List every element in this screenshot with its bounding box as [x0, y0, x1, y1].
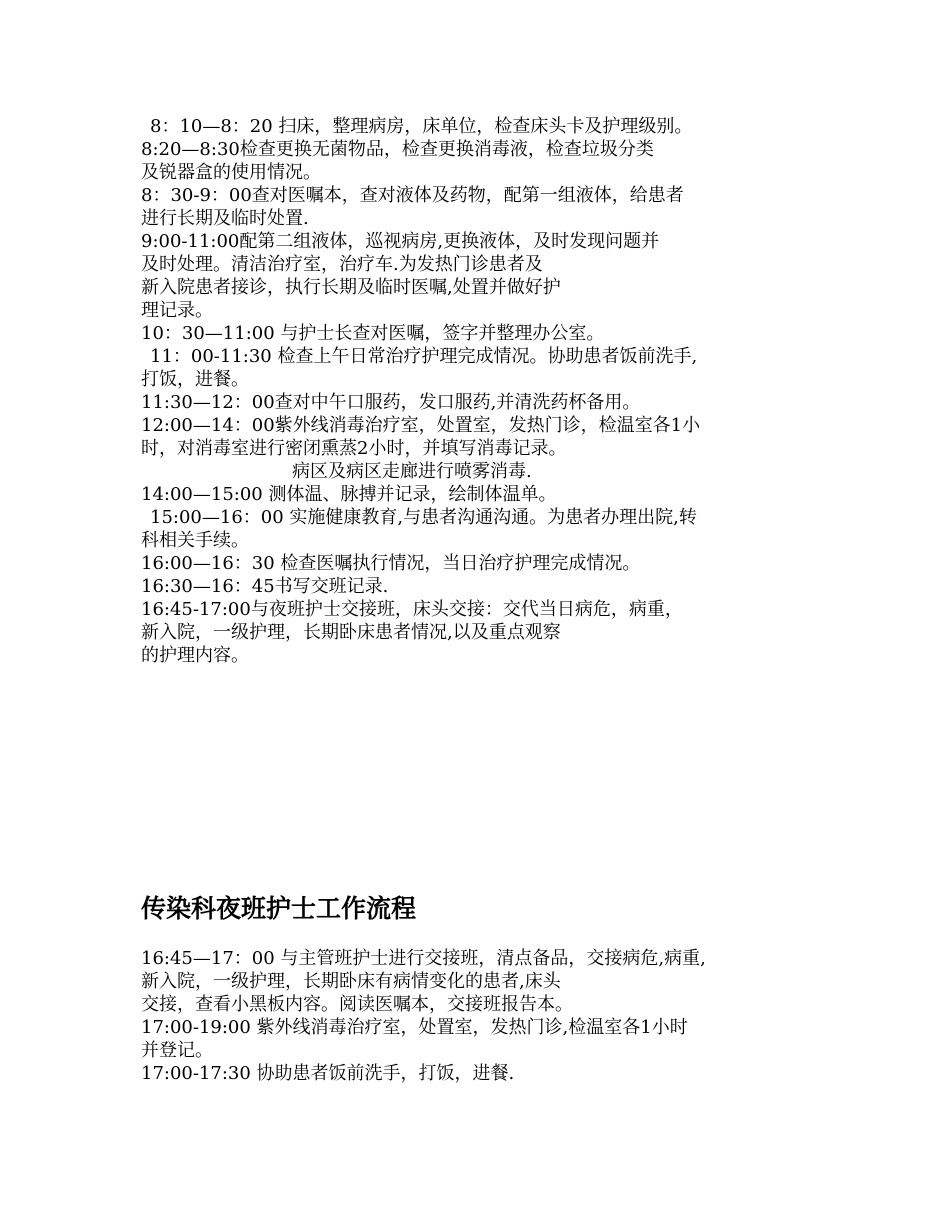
section-heading: 传染科夜班护士工作流程: [141, 894, 417, 923]
text-line: 16:00—16：30 检查医嘱执行情况，当日治疗护理完成情况。: [141, 553, 641, 574]
text-line: 16:45—17：00 与主管班护士进行交接班，清点备品，交接病危,病重,: [141, 948, 706, 969]
text-line: 病区及病区走廊进行喷雾消毒.: [292, 461, 532, 482]
text-line: 11：00-11:30 检查上午日常治疗护理完成情况。协助患者饭前洗手,: [150, 346, 698, 367]
text-line: 科相关手续。: [141, 530, 249, 551]
text-line: 8:20—8:30检查更换无菌物品，检查更换消毒液，检查垃圾分类: [141, 139, 654, 160]
text-line: 时，对消毒室进行密闭熏蒸2小时，并填写消毒记录。: [141, 438, 567, 459]
text-line: 10：30—11:00 与护士长查对医嘱，签字并整理办公室。: [141, 323, 605, 344]
text-line: 新入院，一级护理，长期卧床患者情况,以及重点观察: [141, 622, 561, 643]
text-line: 16:45-17:00与夜班护士交接班，床头交接：交代当日病危，病重，: [141, 599, 683, 620]
text-line: 进行长期及临时处置.: [141, 208, 309, 229]
text-line: 11:30—12：00查对中午口服药，发口服药,并清洗药杯备用。: [141, 392, 641, 413]
text-line: 并登记。: [141, 1040, 213, 1061]
text-line: 16:30—16：45书写交班记录.: [141, 576, 389, 597]
text-line: 的护理内容。: [141, 645, 249, 666]
text-line: 12:00—14：00紫外线消毒治疗室，处置室，发热门诊，检温室各1小: [141, 415, 701, 436]
text-line: 理记录。: [141, 300, 213, 321]
text-line: 及锐器盒的使用情况。: [141, 162, 321, 183]
text-line: 及时处理。清洁治疗室，治疗车.为发热门诊患者及: [141, 254, 543, 275]
text-line: 15:00—16：00 实施健康教育,与患者沟通沟通。为患者办理出院,转: [150, 507, 697, 528]
text-line: 9:00-11:00配第二组液体，巡视病房,更换液体，及时发现问题并: [141, 231, 660, 252]
text-line: 8：30-9：00查对医嘱本，查对液体及药物，配第一组液体，给患者: [141, 185, 684, 206]
text-line: 14:00—15:00 测体温、脉搏并记录，绘制体温单。: [141, 484, 557, 505]
text-line: 17:00-17:30 协助患者饭前洗手，打饭，进餐.: [141, 1063, 515, 1084]
text-line: 17:00-19:00 紫外线消毒治疗室，处置室，发热门诊,检温室各1小时: [141, 1017, 688, 1038]
day-shift-text: [141, 115, 841, 667]
text-line: 交接，查看小黑板内容。阅读医嘱本，交接班报告本。: [141, 994, 573, 1015]
text-line: 新入院，一级护理，长期卧床有病情变化的患者,床头: [141, 971, 561, 992]
text-line: 打饭，进餐。: [141, 369, 249, 390]
text-line: 8：10—8：20 扫床，整理病房，床单位，检查床头卡及护理级别。: [150, 116, 693, 137]
text-line: 新入院患者接诊，执行长期及临时医嘱,处置并做好护: [141, 277, 561, 298]
night-shift-text: [141, 947, 841, 1085]
